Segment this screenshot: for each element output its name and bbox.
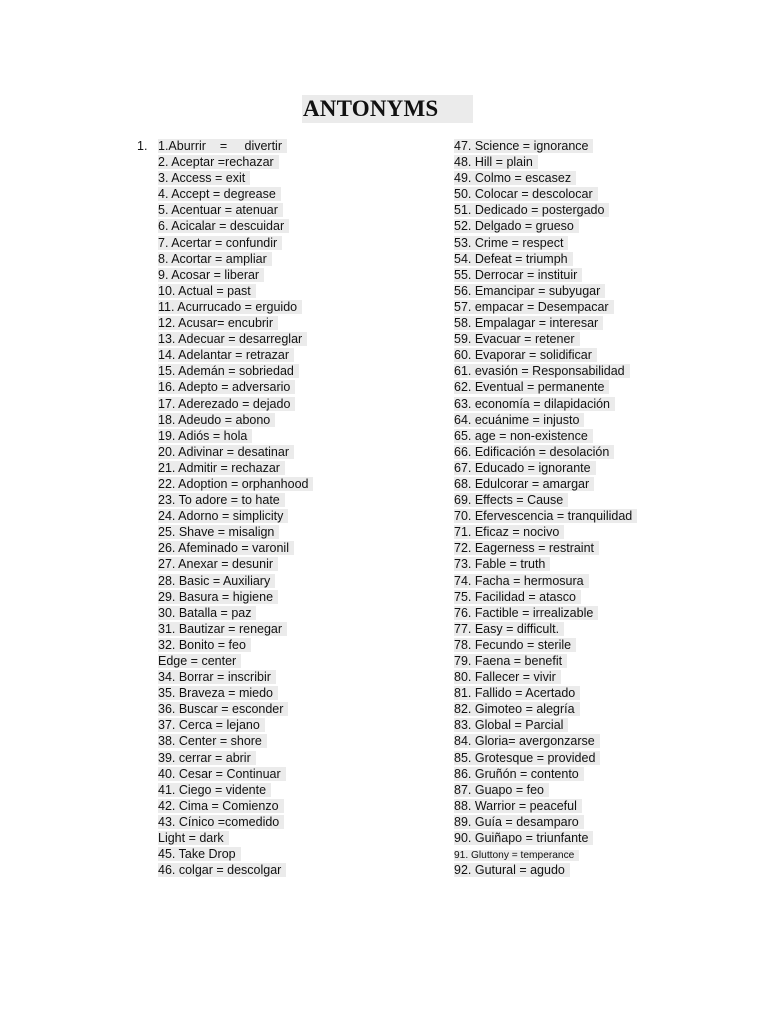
antonym-pair: 15. Ademán = sobriedad bbox=[158, 364, 299, 378]
list-item bbox=[158, 476, 313, 492]
list-item bbox=[158, 798, 313, 814]
list-item bbox=[454, 605, 637, 621]
antonym-pair: 10. Actual = past bbox=[158, 284, 256, 298]
antonym-pair: 25. Shave = misalign bbox=[158, 525, 279, 539]
list-item bbox=[454, 412, 637, 428]
antonym-pair: 22. Adoption = orphanhood bbox=[158, 477, 313, 491]
list-item bbox=[454, 379, 637, 395]
antonym-pair: 50. Colocar = descolocar bbox=[454, 187, 598, 201]
list-item bbox=[454, 589, 637, 605]
list-item bbox=[454, 444, 637, 460]
antonym-pair: 16. Adepto = adversario bbox=[158, 380, 295, 394]
antonym-pair: 18. Adeudo = abono bbox=[158, 413, 275, 427]
antonym-pair: 84. Gloria= avergonzarse bbox=[454, 734, 600, 748]
list-item bbox=[158, 701, 313, 717]
list-item bbox=[454, 202, 637, 218]
list-item bbox=[454, 331, 637, 347]
antonym-pair: 86. Gruñón = contento bbox=[454, 767, 584, 781]
antonym-pair: 88. Warrior = peaceful bbox=[454, 799, 582, 813]
list-item bbox=[158, 347, 313, 363]
list-item bbox=[158, 830, 313, 846]
antonym-pair: 57. empacar = Desempacar bbox=[454, 300, 614, 314]
antonym-pair: 65. age = non-existence bbox=[454, 429, 593, 443]
antonym-pair: 14. Adelantar = retrazar bbox=[158, 348, 294, 362]
list-item bbox=[454, 540, 637, 556]
list-item bbox=[454, 363, 637, 379]
list-item bbox=[454, 621, 637, 637]
list-item bbox=[158, 621, 313, 637]
list-item bbox=[454, 476, 637, 492]
antonym-pair: 31. Bautizar = renegar bbox=[158, 622, 287, 636]
list-item bbox=[454, 653, 637, 669]
antonym-pair: 74. Facha = hermosura bbox=[454, 574, 589, 588]
antonym-pair: 38. Center = shore bbox=[158, 734, 267, 748]
antonym-pair: 23. To adore = to hate bbox=[158, 493, 285, 507]
antonym-pair: 61. evasión = Responsabilidad bbox=[454, 364, 630, 378]
antonym-pair: 6. Acicalar = descuidar bbox=[158, 219, 289, 233]
antonym-pair: Edge = center bbox=[158, 654, 241, 668]
antonym-pair: 42. Cima = Comienzo bbox=[158, 799, 284, 813]
antonym-pair: 81. Fallido = Acertado bbox=[454, 686, 580, 700]
list-item bbox=[454, 154, 637, 170]
list-item bbox=[158, 492, 313, 508]
list-item bbox=[158, 428, 313, 444]
list-item bbox=[158, 573, 313, 589]
antonym-pair: 92. Gutural = agudo bbox=[454, 863, 570, 877]
antonym-pair: 17. Aderezado = dejado bbox=[158, 397, 295, 411]
antonym-pair: 90. Guiñapo = triunfante bbox=[454, 831, 593, 845]
antonym-pair: 24. Adorno = simplicity bbox=[158, 509, 288, 523]
list-item bbox=[454, 750, 637, 766]
list-item bbox=[454, 846, 637, 862]
antonym-pair: 29. Basura = higiene bbox=[158, 590, 278, 604]
list-item bbox=[158, 251, 313, 267]
antonym-pair: 3. Access = exit bbox=[158, 171, 250, 185]
antonym-pair: 54. Defeat = triumph bbox=[454, 252, 573, 266]
antonym-pair: 40. Cesar = Continuar bbox=[158, 767, 286, 781]
list-item bbox=[454, 299, 637, 315]
antonym-pair: 13. Adecuar = desarreglar bbox=[158, 332, 307, 346]
list-item bbox=[158, 556, 313, 572]
list-item bbox=[158, 396, 313, 412]
antonym-pair: 21. Admitir = rechazar bbox=[158, 461, 285, 475]
list-item bbox=[454, 138, 637, 154]
antonym-pair: 56. Emancipar = subyugar bbox=[454, 284, 605, 298]
list-item bbox=[454, 556, 637, 572]
list-item bbox=[158, 379, 313, 395]
list-item bbox=[454, 267, 637, 283]
antonym-pair: 27. Anexar = desunir bbox=[158, 557, 278, 571]
list-item bbox=[158, 846, 313, 862]
antonym-pair: 8. Acortar = ampliar bbox=[158, 252, 272, 266]
list-item bbox=[454, 508, 637, 524]
list-item bbox=[158, 170, 313, 186]
list-item bbox=[158, 186, 313, 202]
antonym-pair: 55. Derrocar = instituir bbox=[454, 268, 582, 282]
antonym-pair: 20. Adivinar = desatinar bbox=[158, 445, 294, 459]
list-item bbox=[454, 460, 637, 476]
antonym-pair: 80. Fallecer = vivir bbox=[454, 670, 561, 684]
antonym-pair: 72. Eagerness = restraint bbox=[454, 541, 599, 555]
antonym-pair: 83. Global = Parcial bbox=[454, 718, 568, 732]
antonym-pair: 19. Adiós = hola bbox=[158, 429, 252, 443]
list-item bbox=[158, 669, 313, 685]
antonym-pair: 34. Borrar = inscribir bbox=[158, 670, 276, 684]
antonym-pair: 43. Cínico =comedido bbox=[158, 815, 284, 829]
list-item bbox=[158, 444, 313, 460]
antonym-pair: 67. Educado = ignorante bbox=[454, 461, 596, 475]
antonym-pair: 41. Ciego = vidente bbox=[158, 783, 271, 797]
list-item bbox=[454, 315, 637, 331]
list-item bbox=[158, 299, 313, 315]
antonym-pair: 12. Acusar= encubrir bbox=[158, 316, 278, 330]
list-item bbox=[158, 508, 313, 524]
list-item bbox=[158, 283, 313, 299]
antonym-pair: 49. Colmo = escasez bbox=[454, 171, 576, 185]
antonym-pair: Light = dark bbox=[158, 831, 229, 845]
antonym-list-right bbox=[454, 138, 637, 878]
antonym-pair: 68. Edulcorar = amargar bbox=[454, 477, 594, 491]
antonym-pair: 2. Aceptar =rechazar bbox=[158, 155, 279, 169]
antonym-pair: 1.Aburrir = divertir bbox=[158, 139, 287, 153]
list-item bbox=[454, 283, 637, 299]
list-item bbox=[454, 186, 637, 202]
list-item bbox=[158, 315, 313, 331]
list-item bbox=[158, 750, 313, 766]
antonym-pair: 30. Batalla = paz bbox=[158, 606, 256, 620]
antonym-pair: 91. Gluttony = temperance bbox=[454, 850, 579, 861]
antonym-pair: 37. Cerca = lejano bbox=[158, 718, 265, 732]
antonym-pair: 60. Evaporar = solidificar bbox=[454, 348, 597, 362]
antonym-pair: 87. Guapo = feo bbox=[454, 783, 549, 797]
list-item bbox=[158, 814, 313, 830]
antonym-pair: 11. Acurrucado = erguido bbox=[158, 300, 302, 314]
list-item bbox=[158, 685, 313, 701]
antonym-pair: 7. Acertar = confundir bbox=[158, 236, 282, 250]
antonym-pair: 36. Buscar = esconder bbox=[158, 702, 288, 716]
list-item bbox=[454, 218, 637, 234]
list-item bbox=[454, 524, 637, 540]
list-item bbox=[454, 862, 637, 878]
list-item bbox=[158, 637, 313, 653]
list-item bbox=[158, 653, 313, 669]
antonym-pair: 78. Fecundo = sterile bbox=[454, 638, 576, 652]
list-item bbox=[454, 492, 637, 508]
list-item bbox=[454, 669, 637, 685]
antonym-pair: 53. Crime = respect bbox=[454, 236, 568, 250]
list-item bbox=[454, 396, 637, 412]
antonym-pair: 62. Eventual = permanente bbox=[454, 380, 609, 394]
antonym-pair: 69. Effects = Cause bbox=[454, 493, 568, 507]
list-item bbox=[158, 733, 313, 749]
list-item bbox=[454, 798, 637, 814]
antonym-pair: 89. Guía = desamparo bbox=[454, 815, 584, 829]
antonym-pair: 51. Dedicado = postergado bbox=[454, 203, 609, 217]
antonym-pair: 59. Evacuar = retener bbox=[454, 332, 580, 346]
antonym-pair: 4. Accept = degrease bbox=[158, 187, 281, 201]
antonym-list-left bbox=[158, 138, 313, 878]
list-item bbox=[158, 363, 313, 379]
list-item bbox=[454, 685, 637, 701]
antonym-pair: 70. Efervescencia = tranquilidad bbox=[454, 509, 637, 523]
antonym-pair: 32. Bonito = feo bbox=[158, 638, 251, 652]
antonym-pair: 71. Eficaz = nocivo bbox=[454, 525, 564, 539]
list-item bbox=[158, 589, 313, 605]
antonym-pair: 46. colgar = descolgar bbox=[158, 863, 286, 877]
antonym-pair: 64. ecuánime = injusto bbox=[454, 413, 584, 427]
list-item bbox=[454, 235, 637, 251]
antonym-pair: 47. Science = ignorance bbox=[454, 139, 593, 153]
list-item bbox=[454, 251, 637, 267]
list-marker: 1. bbox=[137, 139, 148, 153]
list-item bbox=[158, 267, 313, 283]
list-item bbox=[158, 524, 313, 540]
list-item bbox=[454, 428, 637, 444]
list-item bbox=[158, 218, 313, 234]
antonym-pair: 73. Fable = truth bbox=[454, 557, 550, 571]
antonym-pair: 5. Acentuar = atenuar bbox=[158, 203, 283, 217]
antonym-pair: 28. Basic = Auxiliary bbox=[158, 574, 275, 588]
list-item bbox=[158, 717, 313, 733]
antonym-pair: 63. economía = dilapidación bbox=[454, 397, 615, 411]
antonym-pair: 66. Edificación = desolación bbox=[454, 445, 614, 459]
list-item bbox=[454, 701, 637, 717]
antonym-pair: 85. Grotesque = provided bbox=[454, 751, 600, 765]
list-item bbox=[454, 573, 637, 589]
antonym-pair: 48. Hill = plain bbox=[454, 155, 538, 169]
antonym-pair: 45. Take Drop bbox=[158, 847, 241, 861]
list-item bbox=[454, 347, 637, 363]
list-item bbox=[158, 782, 313, 798]
antonym-pair: 39. cerrar = abrir bbox=[158, 751, 256, 765]
antonym-pair: 75. Facilidad = atasco bbox=[454, 590, 581, 604]
list-item bbox=[158, 862, 313, 878]
list-item bbox=[454, 637, 637, 653]
antonym-pair: 9. Acosar = liberar bbox=[158, 268, 264, 282]
list-item bbox=[158, 154, 313, 170]
list-item bbox=[158, 331, 313, 347]
list-item bbox=[454, 733, 637, 749]
list-item bbox=[158, 766, 313, 782]
list-item bbox=[158, 605, 313, 621]
page-title: ANTONYMS bbox=[302, 95, 473, 123]
list-item bbox=[158, 412, 313, 428]
antonym-pair: 52. Delgado = grueso bbox=[454, 219, 579, 233]
antonym-pair: 77. Easy = difficult. bbox=[454, 622, 564, 636]
antonym-pair: 82. Gimoteo = alegría bbox=[454, 702, 580, 716]
list-item bbox=[158, 138, 313, 154]
antonym-pair: 58. Empalagar = interesar bbox=[454, 316, 603, 330]
antonym-pair: 35. Braveza = miedo bbox=[158, 686, 278, 700]
list-item bbox=[454, 782, 637, 798]
list-item bbox=[454, 814, 637, 830]
list-item bbox=[454, 830, 637, 846]
list-item bbox=[454, 717, 637, 733]
antonym-pair: 76. Factible = irrealizable bbox=[454, 606, 598, 620]
list-item bbox=[158, 540, 313, 556]
list-item bbox=[158, 460, 313, 476]
list-item bbox=[454, 766, 637, 782]
list-item bbox=[454, 170, 637, 186]
list-item bbox=[158, 202, 313, 218]
antonym-pair: 26. Afeminado = varonil bbox=[158, 541, 294, 555]
antonym-pair: 79. Faena = benefit bbox=[454, 654, 567, 668]
list-item bbox=[158, 235, 313, 251]
